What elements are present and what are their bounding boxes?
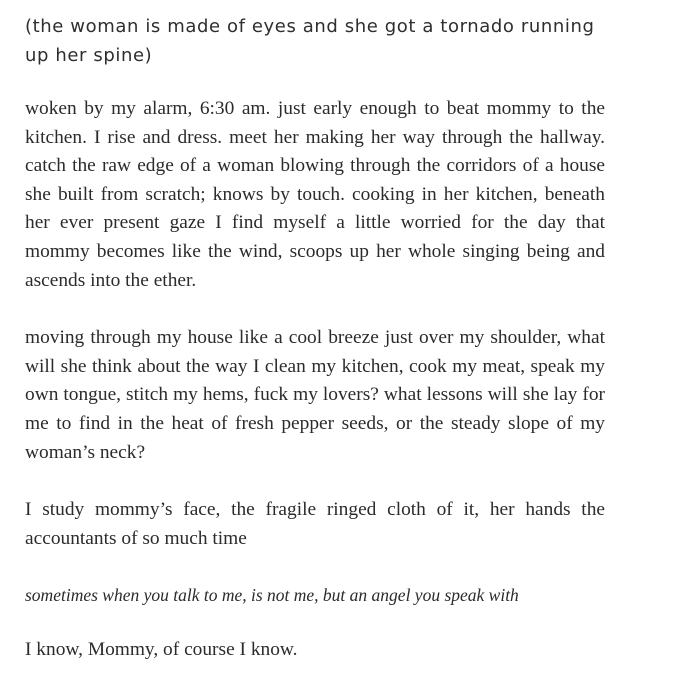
paragraph-alarm: woken by my alarm, 6:30 am. just early enough to beat mommy to the kitchen. I rise and dress. meet her making her way through the hallway. catch the raw edge of a woman blowing through the corridors of a house she built from scratch; knows by touch. cooking in her kitchen, beneath her ever present gaze I find myself a little worried for the day that mommy becomes like the wind, scoops up her whole singing being and ascends into the ether.	[25, 98, 605, 291]
paragraph-mommy-face: I study mommy’s face, the fragile ringed cloth of it, her hands the accountants of so much time	[25, 499, 605, 549]
italic-angel-line: sometimes when you talk to me, is not me, but an angel you speak with	[25, 585, 519, 606]
paragraph-house-breeze: moving through my house like a cool breeze just over my shoulder, what will she think about the way I clean my kitchen, cook my meat, speak my own tongue, stitch my hems, fuck my lovers? what lessons will she lay for me to find in the heat of fresh pepper seeds, or the steady slope of my woman’s neck?	[25, 327, 605, 463]
closing-line: I know, Mommy, of course I know.	[25, 639, 298, 661]
poem-heading: (the woman is made of eyes and she got a tornado running up her spine)	[25, 16, 595, 66]
poem-page	[25, 12, 605, 664]
